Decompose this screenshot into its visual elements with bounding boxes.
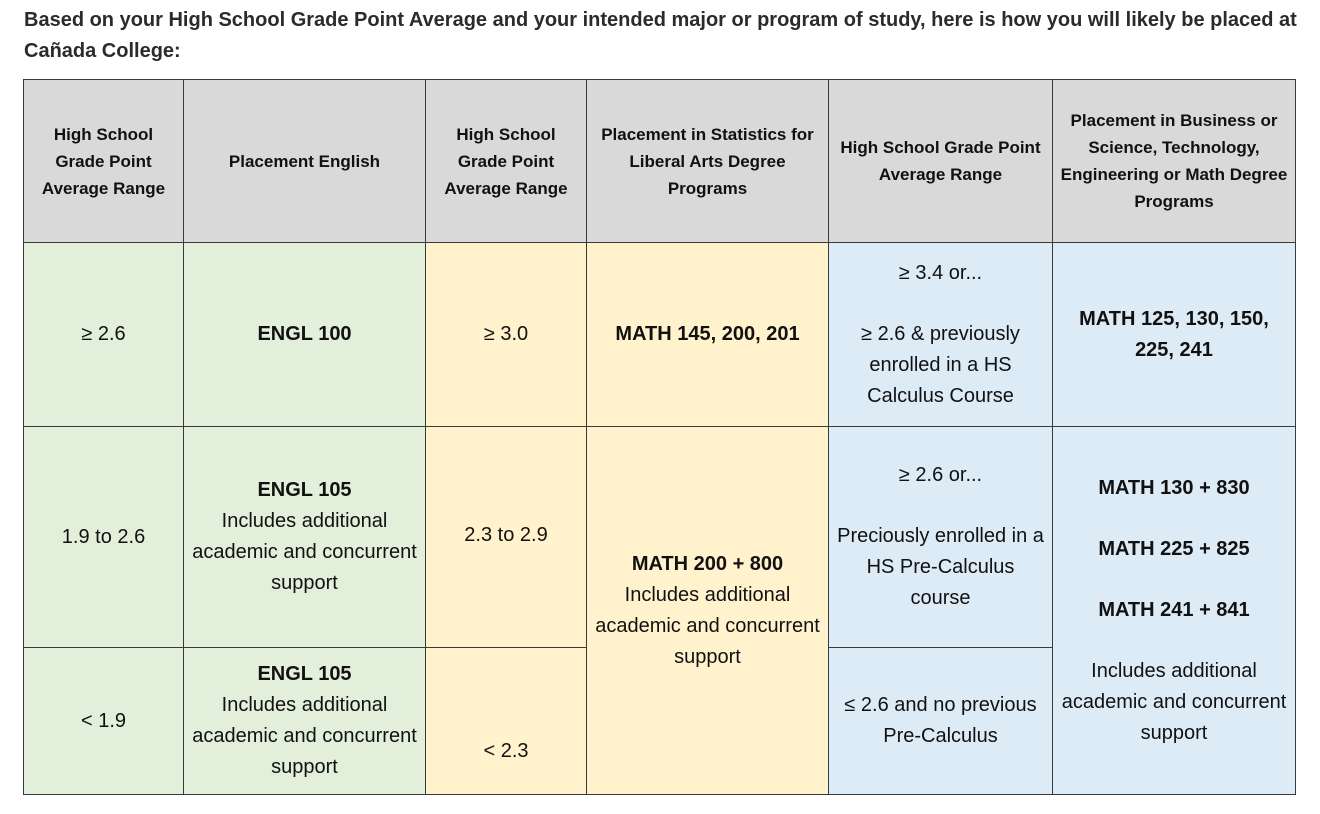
- header-placement-english: Placement English: [184, 80, 426, 243]
- header-gpa-range-stem: High School Grade Point Average Range: [829, 80, 1053, 243]
- stem-support-cell: [1053, 427, 1296, 795]
- header-placement-statistics: Placement in Statistics for Liberal Arts Degree Programs: [587, 80, 829, 243]
- statistics-course-cell: MATH 145, 200, 201: [587, 243, 829, 427]
- statistics-support-cell: [587, 427, 829, 795]
- stem-support-course: MATH 241 + 841: [1098, 598, 1250, 621]
- stem-support-note: Includes additional academic and concurrent support: [1061, 659, 1287, 744]
- statistics-gpa-cell: < 2.3: [426, 648, 587, 795]
- header-gpa-range-statistics: High School Grade Point Average Range: [426, 80, 587, 243]
- table-header-row: [24, 80, 1296, 243]
- stem-gpa-cell: [829, 243, 1053, 427]
- english-course-cell: [184, 648, 426, 795]
- english-support-note: Includes additional academic and concurrent support: [192, 510, 417, 594]
- stem-gpa-option-b: ≥ 2.6 & previously enrolled in a HS Calculus Course: [861, 322, 1020, 407]
- header-gpa-range-english: High School Grade Point Average Range: [24, 80, 184, 243]
- statistics-gpa-cell: 2.3 to 2.9: [426, 427, 587, 648]
- stem-gpa-option-a: ≥ 3.4 or...: [898, 261, 983, 284]
- stem-support-course: MATH 225 + 825: [1098, 537, 1250, 560]
- statistics-support-course: MATH 200 + 800: [631, 552, 784, 575]
- english-course-cell: [184, 427, 426, 648]
- stem-gpa-cell: ≤ 2.6 and no previous Pre-Calculus: [829, 648, 1053, 795]
- english-course-name: ENGL 105: [257, 479, 352, 501]
- english-support-note: Includes additional academic and concurrent support: [192, 694, 417, 778]
- english-gpa-cell: < 1.9: [24, 648, 184, 795]
- statistics-support-note: Includes additional academic and concurrent support: [595, 583, 820, 668]
- stem-gpa-cell: [829, 427, 1053, 648]
- statistics-gpa-cell: ≥ 3.0: [426, 243, 587, 427]
- table-row: [24, 243, 1296, 427]
- english-course-name: ENGL 105: [257, 663, 352, 685]
- placement-table: [23, 79, 1296, 795]
- english-gpa-cell: 1.9 to 2.6: [24, 427, 184, 648]
- english-gpa-cell: ≥ 2.6: [24, 243, 184, 427]
- english-course-cell: ENGL 100: [184, 243, 426, 427]
- stem-gpa-option-b: Preciously enrolled in a HS Pre-Calculus course: [837, 525, 1044, 609]
- table-row: [24, 427, 1296, 648]
- page-intro: Based on your High School Grade Point Average and your intended major or program of study, here is how you will likely be placed at Cañada College:: [24, 9, 1297, 62]
- header-placement-stem: Placement in Business or Science, Technology, Engineering or Math Degree Programs: [1053, 80, 1296, 243]
- stem-gpa-option-a: ≥ 2.6 or...: [898, 464, 983, 486]
- stem-support-course: MATH 130 + 830: [1098, 476, 1250, 499]
- stem-course-cell: MATH 125, 130, 150, 225, 241: [1053, 243, 1296, 427]
